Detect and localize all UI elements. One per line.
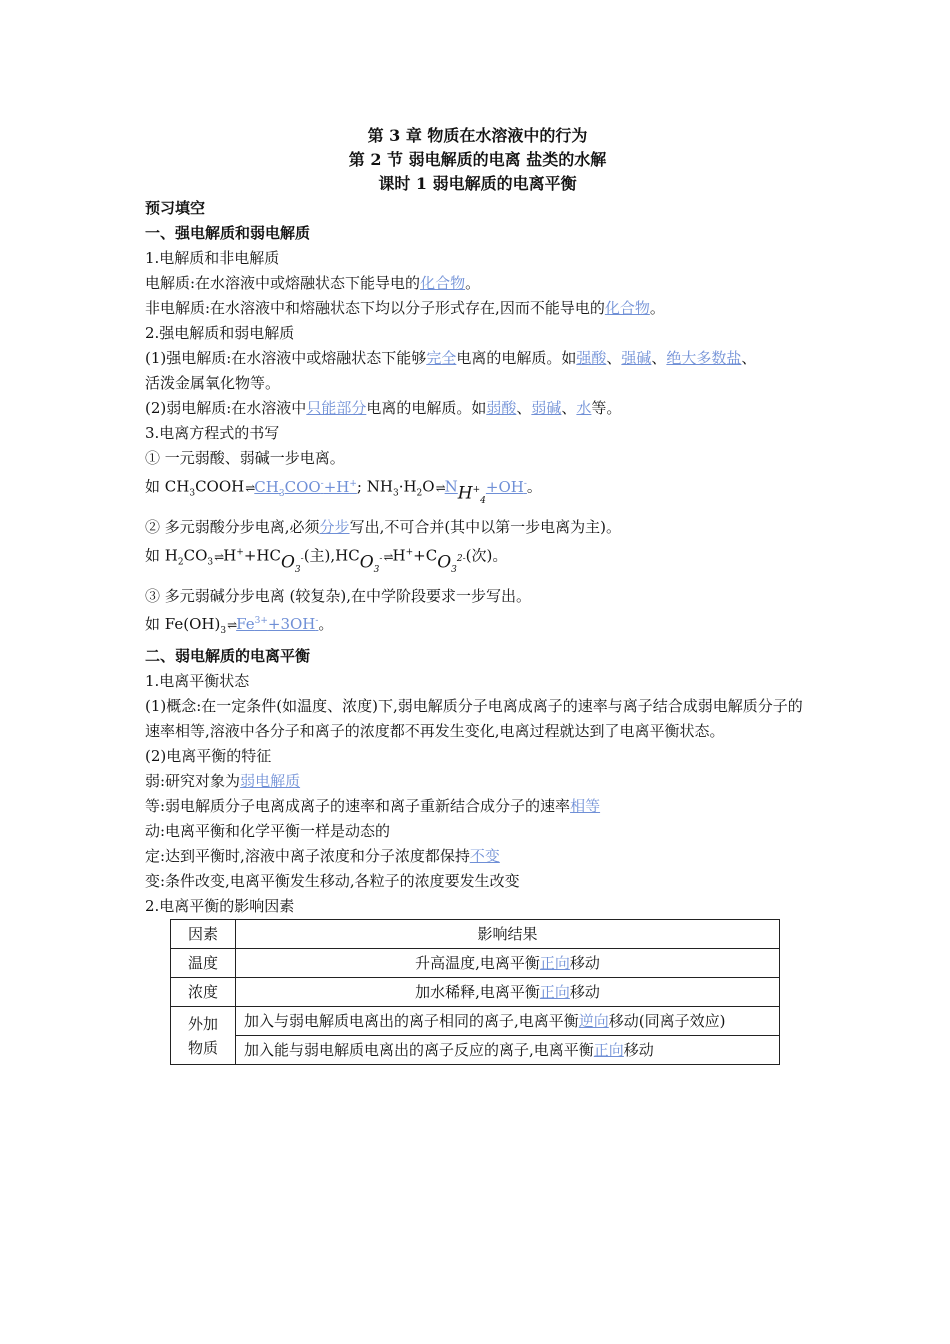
equilibrium-arrow-icon: ⇌	[227, 618, 236, 632]
text: 。	[465, 274, 481, 292]
formula: +C	[413, 546, 438, 565]
answer-blank: 正向	[593, 1041, 624, 1059]
answer-blank: 分步	[319, 518, 350, 536]
text: 加入能与弱电解质电离出的离子反应的离子,电离平衡	[244, 1041, 594, 1059]
formula: H	[392, 546, 406, 565]
equation-1: 如 $CH_3COOH\rightleftharpoons CH_3COO^-+H^+$; $NH_3\cdot H_2O\rightleftharpoons NH^+_4+OH^-$。	[145, 471, 810, 501]
table-header-factor: 因素	[171, 920, 236, 949]
answer-blank: 正向	[539, 983, 570, 1001]
equilibrium-arrow-icon: ⇌	[383, 549, 392, 564]
answer-blank: 弱电解质	[240, 772, 301, 790]
feature-fixed	[145, 844, 810, 869]
s2-title: 2.强电解质和弱电解质	[145, 324, 295, 342]
formula: ; NH	[356, 477, 393, 496]
table-cell-factor	[171, 1007, 236, 1065]
equation-3: 如 $Fe(OH)_3\rightleftharpoons Fe^{3+}+3OH^-$。	[145, 615, 334, 636]
equation-2: 如 $H_2CO_3\rightleftharpoons H^++HCO_3^-$(主)$,HCO_3^-\rightleftharpoons H^++CO_3^{2-}$(次)。	[145, 540, 810, 570]
answer-blank: 强酸	[576, 349, 607, 367]
formula: COOH	[195, 477, 245, 496]
feature-change: 变:条件改变,电离平衡发生移动,各粒子的浓度要发生改变	[145, 872, 520, 890]
text: 。	[318, 615, 334, 633]
nonelectrolyte-definition	[145, 296, 810, 321]
text: (2)弱电解质:在水溶液中	[145, 399, 307, 417]
formula: Fe	[236, 615, 255, 633]
text: 移动	[569, 954, 600, 972]
concept-paragraph: (1)概念:在一定条件(如温度、浓度)下,弱电解质分子电离成离子的速率与离子结合成弱电解质分子的速率相等,溶液中各分子和离子的浓度都不再发生变化,电离过程就达到了电离平衡状态。	[145, 697, 803, 740]
formula: (主),HC	[303, 546, 360, 565]
strong-electrolyte	[145, 346, 810, 371]
text: 电离的电解质。如	[456, 349, 577, 367]
strong-electrolyte-cont: 活泼金属氧化物等。	[145, 374, 281, 392]
feature-dynamic: 动:电离平衡和化学平衡一样是动态的	[145, 822, 391, 840]
text: 物质	[187, 1038, 218, 1057]
formula: O	[359, 552, 374, 573]
table-header-row	[171, 920, 780, 949]
spacer	[145, 570, 810, 584]
p2-s2-title: 2.电离平衡的影响因素	[145, 897, 295, 915]
text: 非电解质:在水溶液中和熔融状态下均以分子形式存在,因而不能导电的	[145, 299, 605, 317]
part1-heading: 一、强电解质和弱电解质	[145, 224, 311, 242]
table-header-result: 影响结果	[236, 920, 780, 949]
text: 。	[526, 477, 542, 496]
text: 如	[145, 615, 165, 633]
formula: +H	[323, 477, 350, 496]
table-cell-result	[236, 978, 780, 1007]
formula: +HC	[243, 546, 281, 565]
part2-heading: 二、弱电解质的电离平衡	[145, 647, 311, 665]
formula: ·H	[398, 477, 417, 496]
p2-s1-title: 1.电离平衡状态	[145, 672, 250, 690]
formula: +OH	[485, 477, 524, 496]
formula: Fe(OH)	[164, 615, 221, 633]
ion-formula: $O_3^-$	[280, 552, 304, 576]
table-row	[171, 978, 780, 1007]
separator: 、	[516, 399, 532, 417]
formula: O	[422, 477, 435, 496]
table-cell-factor: 浓度	[171, 978, 236, 1007]
answer-blank: $Fe^{3+}+3OH^-$	[236, 615, 319, 633]
answer-blank: 弱酸	[486, 399, 517, 417]
answer-blank: 绝大多数盐	[666, 349, 742, 367]
answer-blank: 正向	[539, 954, 570, 972]
equilibrium-arrow-icon: ⇌	[435, 480, 444, 495]
table-row	[171, 1036, 780, 1065]
formula: +3OH	[267, 615, 316, 633]
equilibrium-arrow-icon: ⇌	[245, 480, 254, 495]
influence-table	[170, 919, 780, 1065]
separator: 、	[741, 349, 757, 367]
formula: CH	[164, 477, 190, 496]
table-row	[171, 1007, 780, 1036]
text: 弱:研究对象为	[145, 772, 241, 790]
section-title: 第 2 节 弱电解质的电离 盐类的水解	[348, 150, 607, 169]
answer-blank: 相等	[570, 797, 601, 815]
answer-blank: N	[444, 477, 458, 496]
s1-title: 1.电解质和非电解质	[145, 249, 280, 267]
answer-blank: 只能部分	[306, 399, 367, 417]
formula: H	[223, 546, 237, 565]
separator: 、	[561, 399, 577, 417]
text: 移动	[569, 983, 600, 1001]
text: 定:达到平衡时,溶液中离子浓度和分子浓度都保持	[145, 847, 470, 865]
answer-blank: 弱碱	[531, 399, 562, 417]
text: ② 多元弱酸分步电离,必须	[145, 518, 320, 536]
text: 外加	[187, 1014, 218, 1033]
table-row	[171, 949, 780, 978]
text: 等:弱电解质分子电离成离子的速率和离子重新结合成分子的速率	[145, 797, 571, 815]
text: 如	[145, 477, 165, 496]
text: 移动	[623, 1041, 654, 1059]
answer-blank: $CH_3COO^-+H^+$	[254, 477, 357, 499]
answer-blank: 化合物	[604, 299, 650, 317]
s3-title: 3.电离方程式的书写	[145, 424, 280, 442]
table-cell-result	[236, 1007, 780, 1036]
text: 加水稀释,电离平衡	[415, 983, 540, 1001]
ion-formula: $O_3^{2-}$	[437, 552, 466, 576]
text: 写出,不可合并(其中以第一步电离为主)。	[349, 518, 622, 536]
answer-blank: 不变	[469, 847, 500, 865]
answer-blank: 完全	[426, 349, 457, 367]
text: 电解质:在水溶液中或熔融状态下能导电的	[145, 274, 421, 292]
feature-title: (2)电离平衡的特征	[145, 747, 272, 765]
ion-formula: $O_3^-$	[359, 552, 383, 576]
answer-blank: +OH-	[485, 477, 527, 496]
equilibrium-arrow-icon: ⇌	[214, 549, 223, 564]
feature-equal	[145, 794, 810, 819]
formula: O	[437, 552, 452, 573]
weak-electrolyte	[145, 396, 810, 421]
answer-blank: 化合物	[420, 274, 466, 292]
chapter-title: 第 3 章 物质在水溶液中的行为	[367, 126, 588, 145]
separator: 、	[606, 349, 622, 367]
case3-text: ③ 多元弱碱分步电离 (较复杂),在中学阶段要求一步写出。	[145, 587, 532, 605]
case2-text	[145, 515, 810, 540]
formula: CO	[183, 546, 208, 565]
text: (1)强电解质:在水溶液中或熔融状态下能够	[145, 349, 427, 367]
table-cell-result	[236, 949, 780, 978]
formula: COO	[284, 477, 321, 496]
formula: H	[457, 483, 473, 504]
text: (次)。	[465, 546, 508, 565]
separator: 、	[651, 349, 667, 367]
text: 升高温度,电离平衡	[415, 954, 540, 972]
answer-blank: 强碱	[621, 349, 652, 367]
preview-heading: 预习填空	[145, 199, 206, 217]
document-page	[145, 124, 810, 1065]
ion-formula: $H^+_4$	[457, 483, 486, 507]
text: 电离的电解质。如	[366, 399, 487, 417]
text: 加入与弱电解质电离出的离子相同的离子,电离平衡	[244, 1012, 579, 1030]
electrolyte-definition	[145, 271, 810, 296]
answer-blank: 逆向	[578, 1012, 609, 1030]
text: 如	[145, 546, 165, 565]
case1-text: ① 一元弱酸、弱碱一步电离。	[145, 449, 345, 467]
feature-weak	[145, 769, 810, 794]
text: 移动(同离子效应)	[608, 1012, 726, 1030]
formula: O	[280, 552, 295, 573]
lesson-title: 课时 1 弱电解质的电离平衡	[378, 174, 577, 193]
table-cell-factor: 温度	[171, 949, 236, 978]
table-cell-result	[236, 1036, 780, 1065]
text: 等。	[591, 399, 622, 417]
answer-blank: 水	[576, 399, 592, 417]
formula: H	[164, 546, 178, 565]
formula: CH	[254, 477, 279, 496]
text: 。	[649, 299, 665, 317]
